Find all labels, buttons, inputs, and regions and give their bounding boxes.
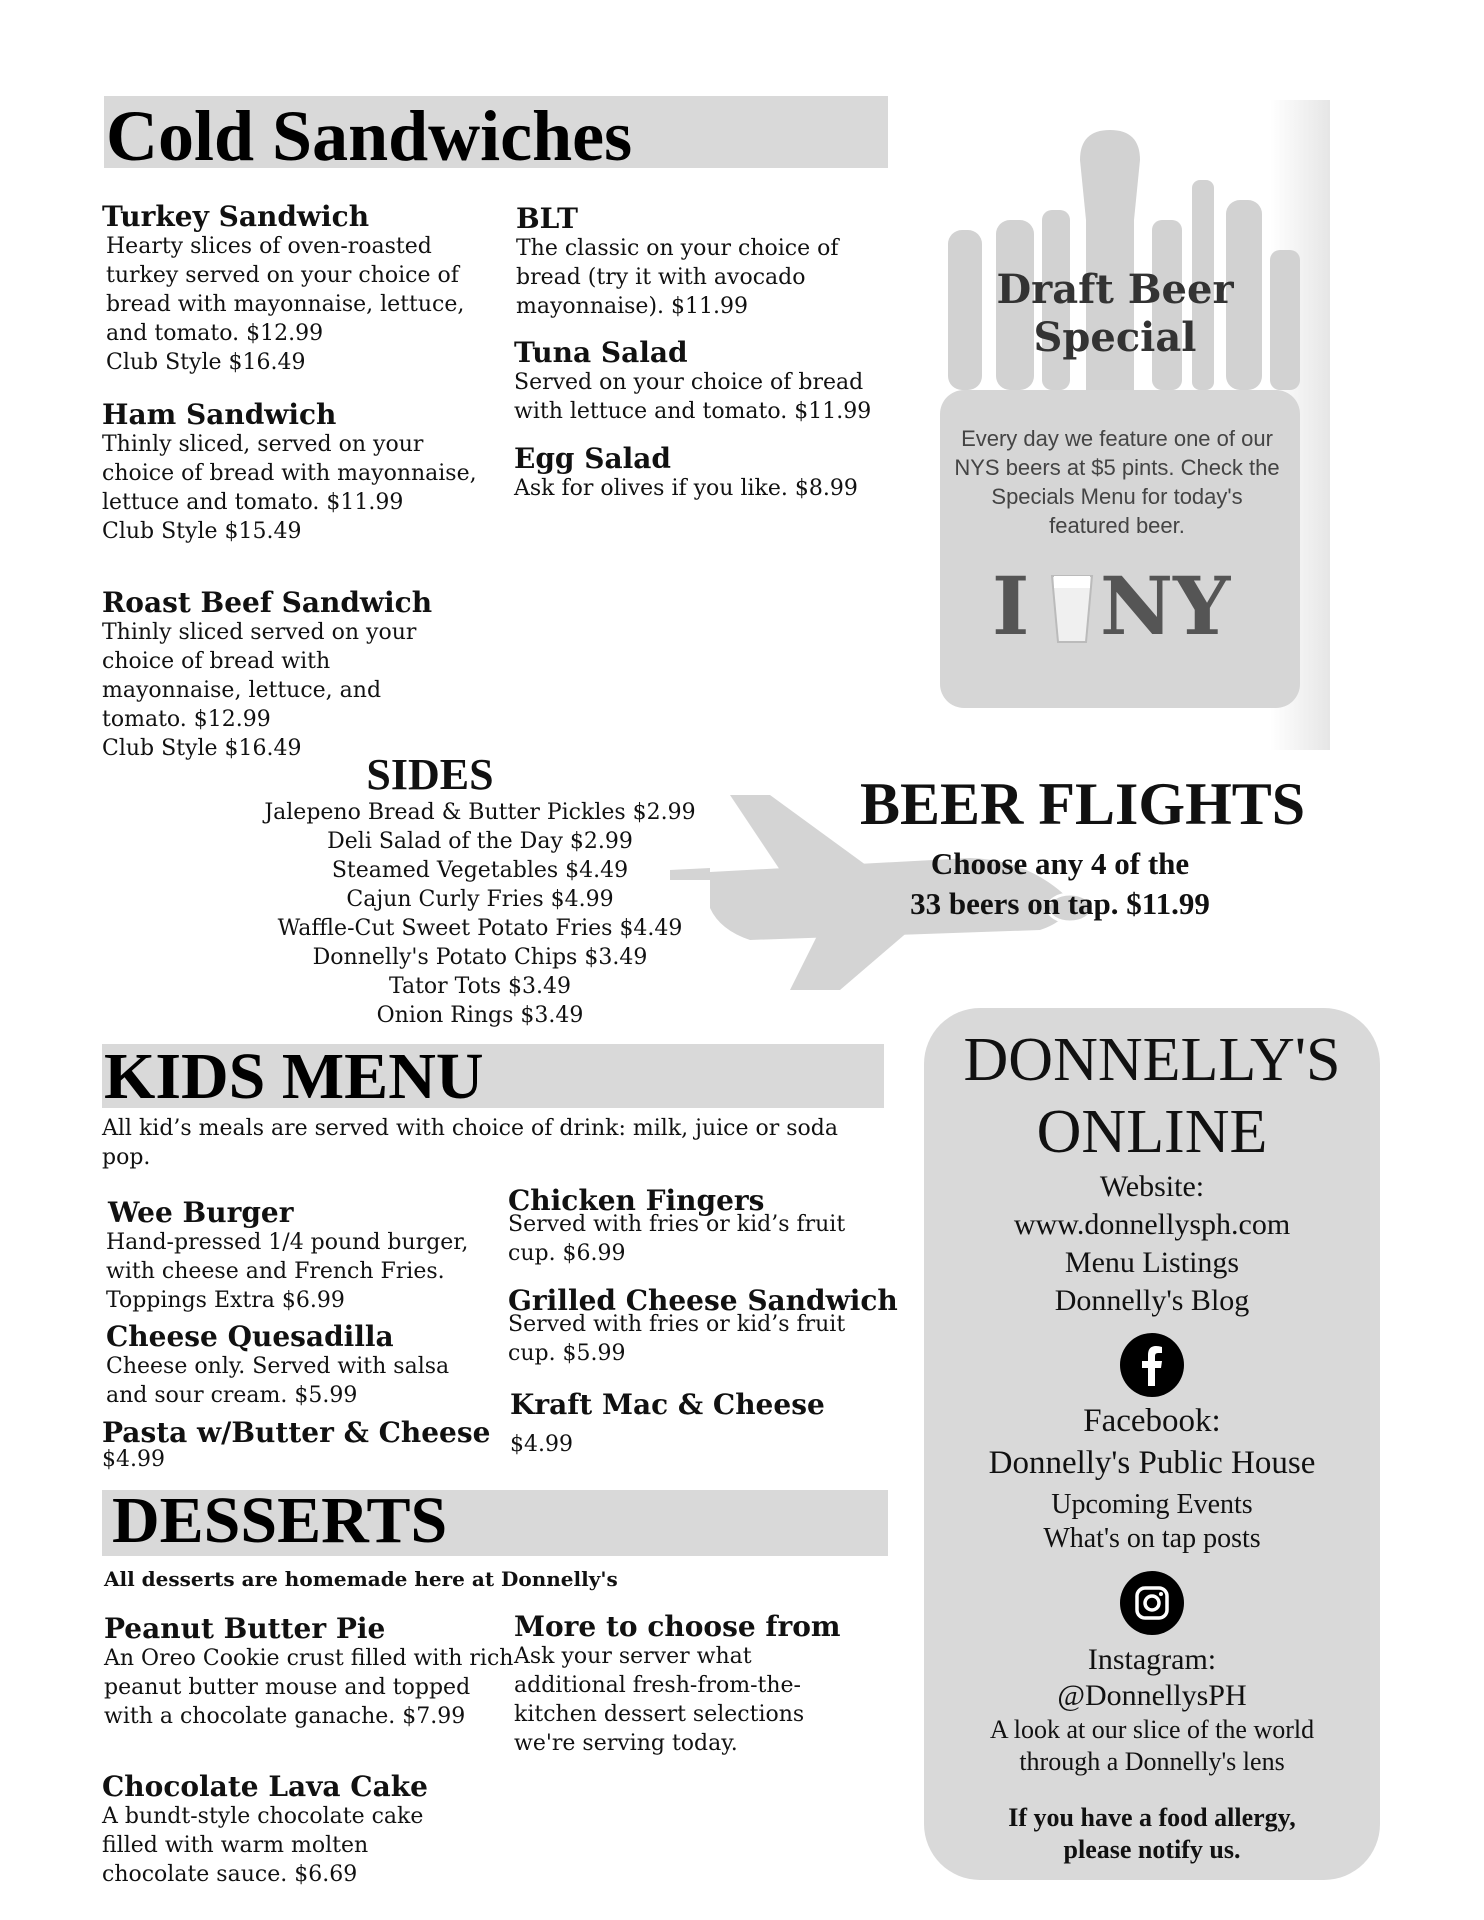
instagram-label: Instagram: — [1087, 1643, 1217, 1676]
facebook-line1: Upcoming Events — [1051, 1489, 1253, 1520]
item-name: Roast Beef Sandwich — [102, 586, 433, 619]
menu-item — [108, 1198, 508, 1315]
item-club-price: Club Style $15.49 — [102, 519, 302, 544]
instagram-line2: through a Donnelly's lens — [1019, 1747, 1285, 1776]
beer-glass-icon — [1050, 574, 1094, 644]
instagram-handle[interactable]: @DonnellysPH — [1057, 1679, 1247, 1712]
item-name: BLT — [516, 202, 578, 235]
desserts-intro: All desserts are homemade here at Donnelly's — [104, 1567, 618, 1591]
menu-listings-link[interactable]: Menu Listings — [1064, 1246, 1240, 1279]
facebook-icon[interactable] — [1119, 1332, 1185, 1398]
side-item: Waffle-Cut Sweet Potato Fries $4.49 — [277, 916, 683, 941]
item-name: Grilled Cheese Sandwich — [508, 1284, 898, 1317]
cold-sandwiches-title: Cold Sandwiches — [106, 96, 633, 176]
menu-item — [102, 202, 502, 377]
item-name: Cheese Quesadilla — [106, 1320, 394, 1353]
kids-menu-title: KIDS MENU — [104, 1040, 484, 1113]
sides-section — [190, 752, 770, 1030]
menu-item — [508, 1186, 888, 1268]
menu-item — [510, 1390, 890, 1459]
item-description: Served on your choice of bread with lettuce and tomato. $11.99 — [514, 370, 872, 424]
side-item: Steamed Vegetables $4.49 — [331, 858, 629, 883]
menu-item — [514, 1612, 884, 1758]
item-description: The classic on your choice of bread (try it with avocado mayonnaise). $11.99 — [516, 236, 839, 319]
online-content — [924, 1024, 1380, 1866]
side-item: Jalepeno Bread & Butter Pickles $2.99 — [264, 800, 696, 825]
beer-flights-section — [860, 772, 1360, 924]
item-description: $4.99 — [102, 1447, 165, 1472]
item-name: Wee Burger — [108, 1196, 294, 1229]
item-description: Hearty slices of oven-roasted turkey served on your choice of bread with mayonnaise, lettuce, and tomato. $12.99 — [106, 234, 465, 346]
menu-item — [102, 400, 482, 546]
side-item: Cajun Curly Fries $4.99 — [346, 887, 614, 912]
item-description: An Oreo Cookie crust filled with rich peanut butter mouse and topped with a chocolate ganache. $7.99 — [104, 1646, 514, 1729]
beer-flights-line1: Choose any 4 of the — [930, 846, 1190, 881]
item-name: Egg Salad — [514, 442, 671, 475]
beer-flights-line2: 33 beers on tap. $11.99 — [910, 886, 1210, 921]
allergy-line1: If you have a food allergy, — [1008, 1803, 1296, 1832]
facebook-page-name[interactable]: Donnelly's Public House — [988, 1445, 1316, 1481]
item-club-price: Club Style $16.49 — [106, 350, 306, 375]
blog-link[interactable]: Donnelly's Blog — [1054, 1284, 1250, 1317]
facebook-label: Facebook: — [1083, 1403, 1221, 1439]
facebook-icon-wrap — [924, 1320, 1380, 1402]
menu-item — [514, 338, 904, 426]
item-description: Thinly sliced, served on your choice of bread with mayonnaise, lettuce and tomato. $11.99 — [102, 432, 477, 515]
item-description: Served with fries or kid’s fruit cup. $6.99 — [508, 1212, 846, 1266]
item-name: Kraft Mac & Cheese — [510, 1388, 825, 1421]
item-description: Thinly sliced served on your choice of bread with mayonnaise, lettuce, and tomato. $12.99 — [102, 620, 417, 732]
side-item: Tator Tots $3.49 — [389, 974, 571, 999]
item-name: Tuna Salad — [514, 336, 688, 369]
instagram-icon[interactable] — [1119, 1570, 1185, 1636]
draft-special-title-line2: Special — [1033, 314, 1197, 361]
item-name: Turkey Sandwich — [102, 200, 370, 233]
side-item: Onion Rings $3.49 — [376, 1003, 584, 1028]
instagram-icon-wrap — [924, 1556, 1380, 1642]
instagram-line1: A look at our slice of the world — [989, 1715, 1315, 1744]
item-description: $4.99 — [510, 1432, 573, 1457]
facebook-line2: What's on tap posts — [1043, 1523, 1261, 1554]
online-title-line2: ONLINE — [1036, 1098, 1268, 1166]
online-title-line1: DONNELLY'S — [963, 1026, 1341, 1094]
desserts-title: DESSERTS — [112, 1484, 448, 1557]
menu-item — [102, 1418, 502, 1472]
draft-special-body: Every day we feature one of our NYS beers at $5 pints. Check the Specials Menu for today's featured beer. — [954, 426, 1280, 538]
item-description: Ask your server what additional fresh-from-the-kitchen dessert selections we're serving today. — [514, 1644, 805, 1756]
item-name: Ham Sandwich — [102, 398, 337, 431]
item-name: Chocolate Lava Cake — [102, 1770, 428, 1803]
item-description: Cheese only. Served with salsa and sour cream. $5.99 — [106, 1354, 450, 1408]
kids-menu-intro: All kid’s meals are served with choice of drink: milk, juice or soda pop. — [102, 1116, 838, 1170]
website-url[interactable]: www.donnellysph.com — [1013, 1208, 1291, 1241]
draft-beer-special-panel — [930, 100, 1330, 750]
side-item: Donnelly's Potato Chips $3.49 — [312, 945, 648, 970]
item-name: Pasta w/Butter & Cheese — [102, 1416, 491, 1449]
logo-letter-i: I — [992, 559, 1030, 653]
sides-title: SIDES — [366, 750, 494, 799]
item-name: Peanut Butter Pie — [104, 1612, 386, 1645]
menu-item — [102, 588, 472, 763]
item-name: More to choose from — [514, 1610, 841, 1643]
item-club-price: Club Style $16.49 — [102, 736, 302, 761]
item-description: A bundt-style chocolate cake filled with warm molten chocolate sauce. $6.69 — [102, 1804, 424, 1887]
item-description: Hand-pressed 1/4 pound burger, with cheese and French Fries. Toppings Extra $6.99 — [106, 1230, 469, 1313]
menu-item — [106, 1322, 496, 1410]
i-love-ny-logo — [990, 559, 1250, 653]
side-item: Deli Salad of the Day $2.99 — [327, 829, 633, 854]
menu-item — [102, 1772, 502, 1889]
menu-item — [104, 1614, 514, 1731]
beer-flights-title: BEER FLIGHTS — [860, 771, 1306, 837]
draft-special-title-line1: Draft Beer — [996, 266, 1234, 313]
logo-letters-ny: NY — [1100, 559, 1231, 653]
menu-item — [514, 444, 904, 503]
website-label: Website: — [1099, 1170, 1205, 1203]
item-description: Ask for olives if you like. $8.99 — [514, 476, 858, 501]
menu-item — [508, 1284, 898, 1368]
item-description: Served with fries or kid’s fruit cup. $5.99 — [508, 1312, 846, 1366]
allergy-line2: please notify us. — [1063, 1835, 1241, 1864]
menu-item — [516, 204, 892, 321]
item-name: Chicken Fingers — [508, 1184, 765, 1217]
